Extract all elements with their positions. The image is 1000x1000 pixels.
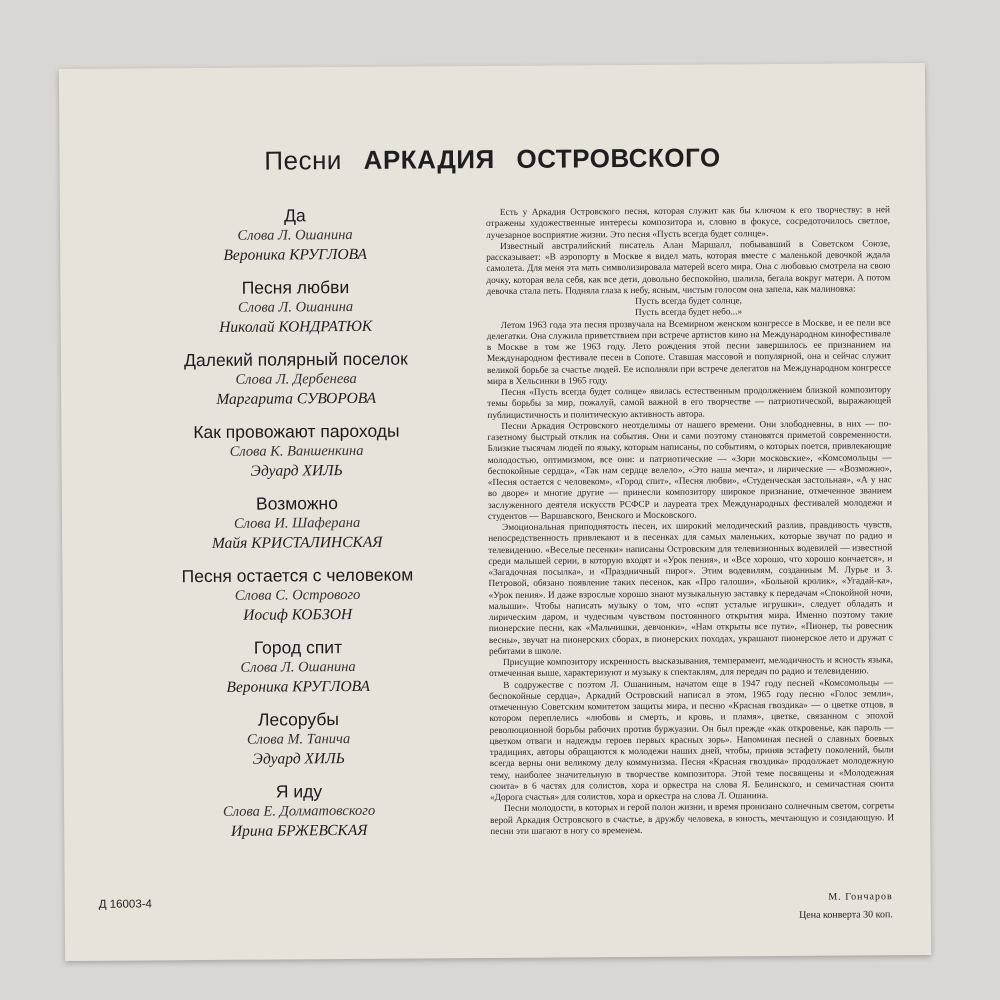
track-performer: Маргарита СУВОРОВА <box>216 389 377 408</box>
article-paragraph: Присущие композитору искренность высказывания, темперамент, мелодичность и ясность языка, отмеченная выше, характеризуют и музыку к спектаклям, для передач по радио и телевидению. <box>489 655 894 680</box>
catalog-number: Д 16003-4 <box>98 898 152 911</box>
article-author: М. Гончаров <box>828 891 893 903</box>
track-title: Город спит <box>253 637 343 658</box>
article-paragraph: Есть у Аркадия Островского песня, которая служит как бы ключом к его творчеству: в ней отражены художественные интересы композитора и, словно в фокусе, сосредоточилось светлое, лучезарное восприятие жизни. Это песня «Пусть всегда будет солнце». <box>485 205 891 241</box>
track-title: Далекий полярный поселок <box>184 348 408 371</box>
track-item <box>123 348 469 410</box>
article-paragraph: Эмоциональная приподнятость песен, их широкий мелодический разлив, правдивость чувств, непосредственность привлекают и в песенках для самых маленьких, которые звучат по радио и телевидению. «Веселые песенки» написаны Островским для телевизионных водевилей — известной среди малышей серии, в которую входят и «Урок пения», и «Все хорошо, что хорошо кончается», и «Загадочная посылка», и «Праздничный пирог». Этим водевилям, созданным М. Лурье и З. Петровой, обязано появление таких песенок, как «Про галоши», «Больной кролик», «Угадай-ка», «Урок пения». И даже взрослые хорошо знают музыкальную заставку к передачам «Спокойной ночи, малыши». Чтобы написать музыку о том, что «спят усталые игрушки», следует обладать и лирическим даром, и чудесным чувством постоянного открытия мира. Именно поэтому такие пионерские песни, как «Мальчишки, девчонки», «Нам открыты все пути», «Пионер, ты ровесник весны», звучат на пионерских сборах, в пионерских походах, украшают пионерское лето и дружат с ребятами в школе. <box>488 520 893 657</box>
track-item <box>124 564 470 626</box>
track-item <box>125 636 471 698</box>
track-performer: Ирина БРЖЕВСКАЯ <box>230 821 368 840</box>
track-item <box>125 708 471 770</box>
track-lyricist: Слова Л. Дербенева <box>235 370 357 388</box>
article-paragraph: Песни Аркадия Островского неотделимы от нашего времени. Они злободневны, в них — по-газетному быстрый отклик на события. Они и сами поэтому становятся приметой современности. Близкие тысячам людей по языку, которым написаны, по событиям, о которых поется, привлекающие молодостью, оптимизмом, все они: и патриотические — «Зори московские», «Комсомольцы — беспокойные сердца», «Так нам сердце велело», «Это наша мечта», и лирические — «Возможно», «Песня остается с человеком», «Город спит», «Песня любви», «Студенческая застольная», «А у нас во дворе» и многие другие — принесли композитору широкое признание, отмеченное званием заслуженного деятеля искусств РСФСР и лауреата трех Международных фестивалей молодежи и студентов — Варшавского, Венского и Московского. <box>487 418 892 522</box>
track-performer: Николай КОНДРАТЮК <box>219 317 373 336</box>
track-title: Да <box>284 205 306 226</box>
track-title: Песня остается с человеком <box>181 564 414 587</box>
track-performer: Эдуард ХИЛЬ <box>252 750 345 768</box>
article-paragraph: В содружестве с поэтом Л. Ошаниным, начатом еще в 1947 году песней «Комсомольцы — беспокойные сердца», Аркадий Островский написал в этом, 1965 году песню «Голос земли», отмеченную Советским комитетом защиты мира, и песню «Красная гвоздика» — о цветке отцов, в котором переплелись «любовь и смерть, и кровь, и пламя», цветке, связанном с эпохой революционной борьбы рабочих против буржуазии. Он был прежде «как откровенье, как пароль — цветком отваги и надежды героев первых красных зорь». Напоминая песней о славных боевых традициях, авторы обращаются к молодежи наших дней, чтобы, приняв эстафету поколений, были всегда верны они великому делу коммунизма. Песня «Красная гвоздика» продолжает молодежную тему, наиболее значительную в творчестве композитора. Этой теме посвящены и «Молодежная сюита» в 6 частях для солистов, хора и оркестра на слова Я. Белинского, и семичастная сюита «Дорога счастья» для солистов, хора и оркестра на слова Л. Ошанина. <box>489 677 894 804</box>
poem-line: Пусть всегда будет солнце, <box>635 296 742 308</box>
sleeve-price: Цена конверта 30 коп. <box>799 909 893 921</box>
track-item <box>122 204 468 266</box>
title-prefix: Песни <box>264 145 342 176</box>
track-lyricist: Слова И. Шаферана <box>233 514 361 532</box>
track-lyricist: Слова К. Ваншенкина <box>229 442 364 460</box>
track-title: Как провожают пароходы <box>193 420 400 443</box>
track-lyricist: Слова М. Танича <box>246 731 351 748</box>
track-lyricist: Слова Е. Долматовского <box>222 802 376 820</box>
title-composer: АРКАДИЯ ОСТРОВСКОГО <box>363 142 721 175</box>
article-paragraph: Известный австралийский писатель Алан Маршалл, побывавший в Советском Союзе, рассказывает: «В аэропорту в Москве я видел мать, которая вместе с маленькой девочкой ждала самолета. Для меня эта мать символизировала матерей всего мира. Она с любовью смотрела на свою дочку, которая вела себя, как все дети, довольно беспокойно, шалила, бегала вокруг матери. А потом девочка стала петь. Подняла глаза к небу, ясным, чистым голосом она запела, как малиновка: <box>486 238 891 297</box>
track-item <box>122 276 468 338</box>
track-title: Возможно <box>255 493 338 514</box>
page-title <box>59 141 925 178</box>
track-performer: Иосиф КОБЗОН <box>243 605 353 624</box>
track-item <box>123 420 469 482</box>
track-list <box>122 204 473 854</box>
track-title: Я иду <box>275 781 323 802</box>
article-paragraph: Песни молодости, в которых и герой полон жизни, и время пронизано солнечным светом, согреты верой Аркадия Островского в счастье, в дружбу человека, в юность, мечтающую и созидающую. И песни эти шагают в ногу со временем. <box>490 801 895 837</box>
track-lyricist: Слова С. Острового <box>234 586 361 604</box>
track-lyricist: Слова Л. Ошанина <box>237 298 354 316</box>
article-paragraph: Летом 1963 года эта песня прозвучала на Всемирном женском конгрессе в Москве, и ее пели все делегатки. Она служила приветствием при встрече артистов кино на Международном кинофестивале в Москве в том же 1963 году. Лето рождения этой песни завершилось ее признанием на Международном фестивале песен в Сопоте. Ставшая массовой и популярной, она и сейчас служит великой борьбе за счастье людей. Ее исполняли при встрече делегатов на Международном конгрессе мира в Хельсинки в 1965 году. <box>486 317 892 387</box>
article-paragraph: Песня «Пусть всегда будет солнце» явилась естественным продолжением близкой композитору темы борьбы за мир, пожалуй, самой важной в его творчестве — патриотической, выражающей публицистичность и политическую активность автора. <box>487 385 892 421</box>
track-item <box>126 780 472 842</box>
track-performer: Вероника КРУГЛОВА <box>226 677 371 696</box>
track-item <box>124 492 470 554</box>
track-title: Песня любви <box>241 277 350 298</box>
track-title: Лесорубы <box>257 709 339 730</box>
liner-notes <box>486 205 894 838</box>
poem-line: Пусть всегда будет небо...» <box>635 307 743 319</box>
track-lyricist: Слова Л. Ошанина <box>240 658 356 676</box>
record-sleeve <box>59 63 931 961</box>
track-lyricist: Слова Л. Ошанина <box>237 226 353 244</box>
track-performer: Вероника КРУГЛОВА <box>223 245 368 264</box>
track-performer: Майя КРИСТАЛИНСКАЯ <box>211 533 383 552</box>
track-performer: Эдуард ХИЛЬ <box>250 462 343 480</box>
